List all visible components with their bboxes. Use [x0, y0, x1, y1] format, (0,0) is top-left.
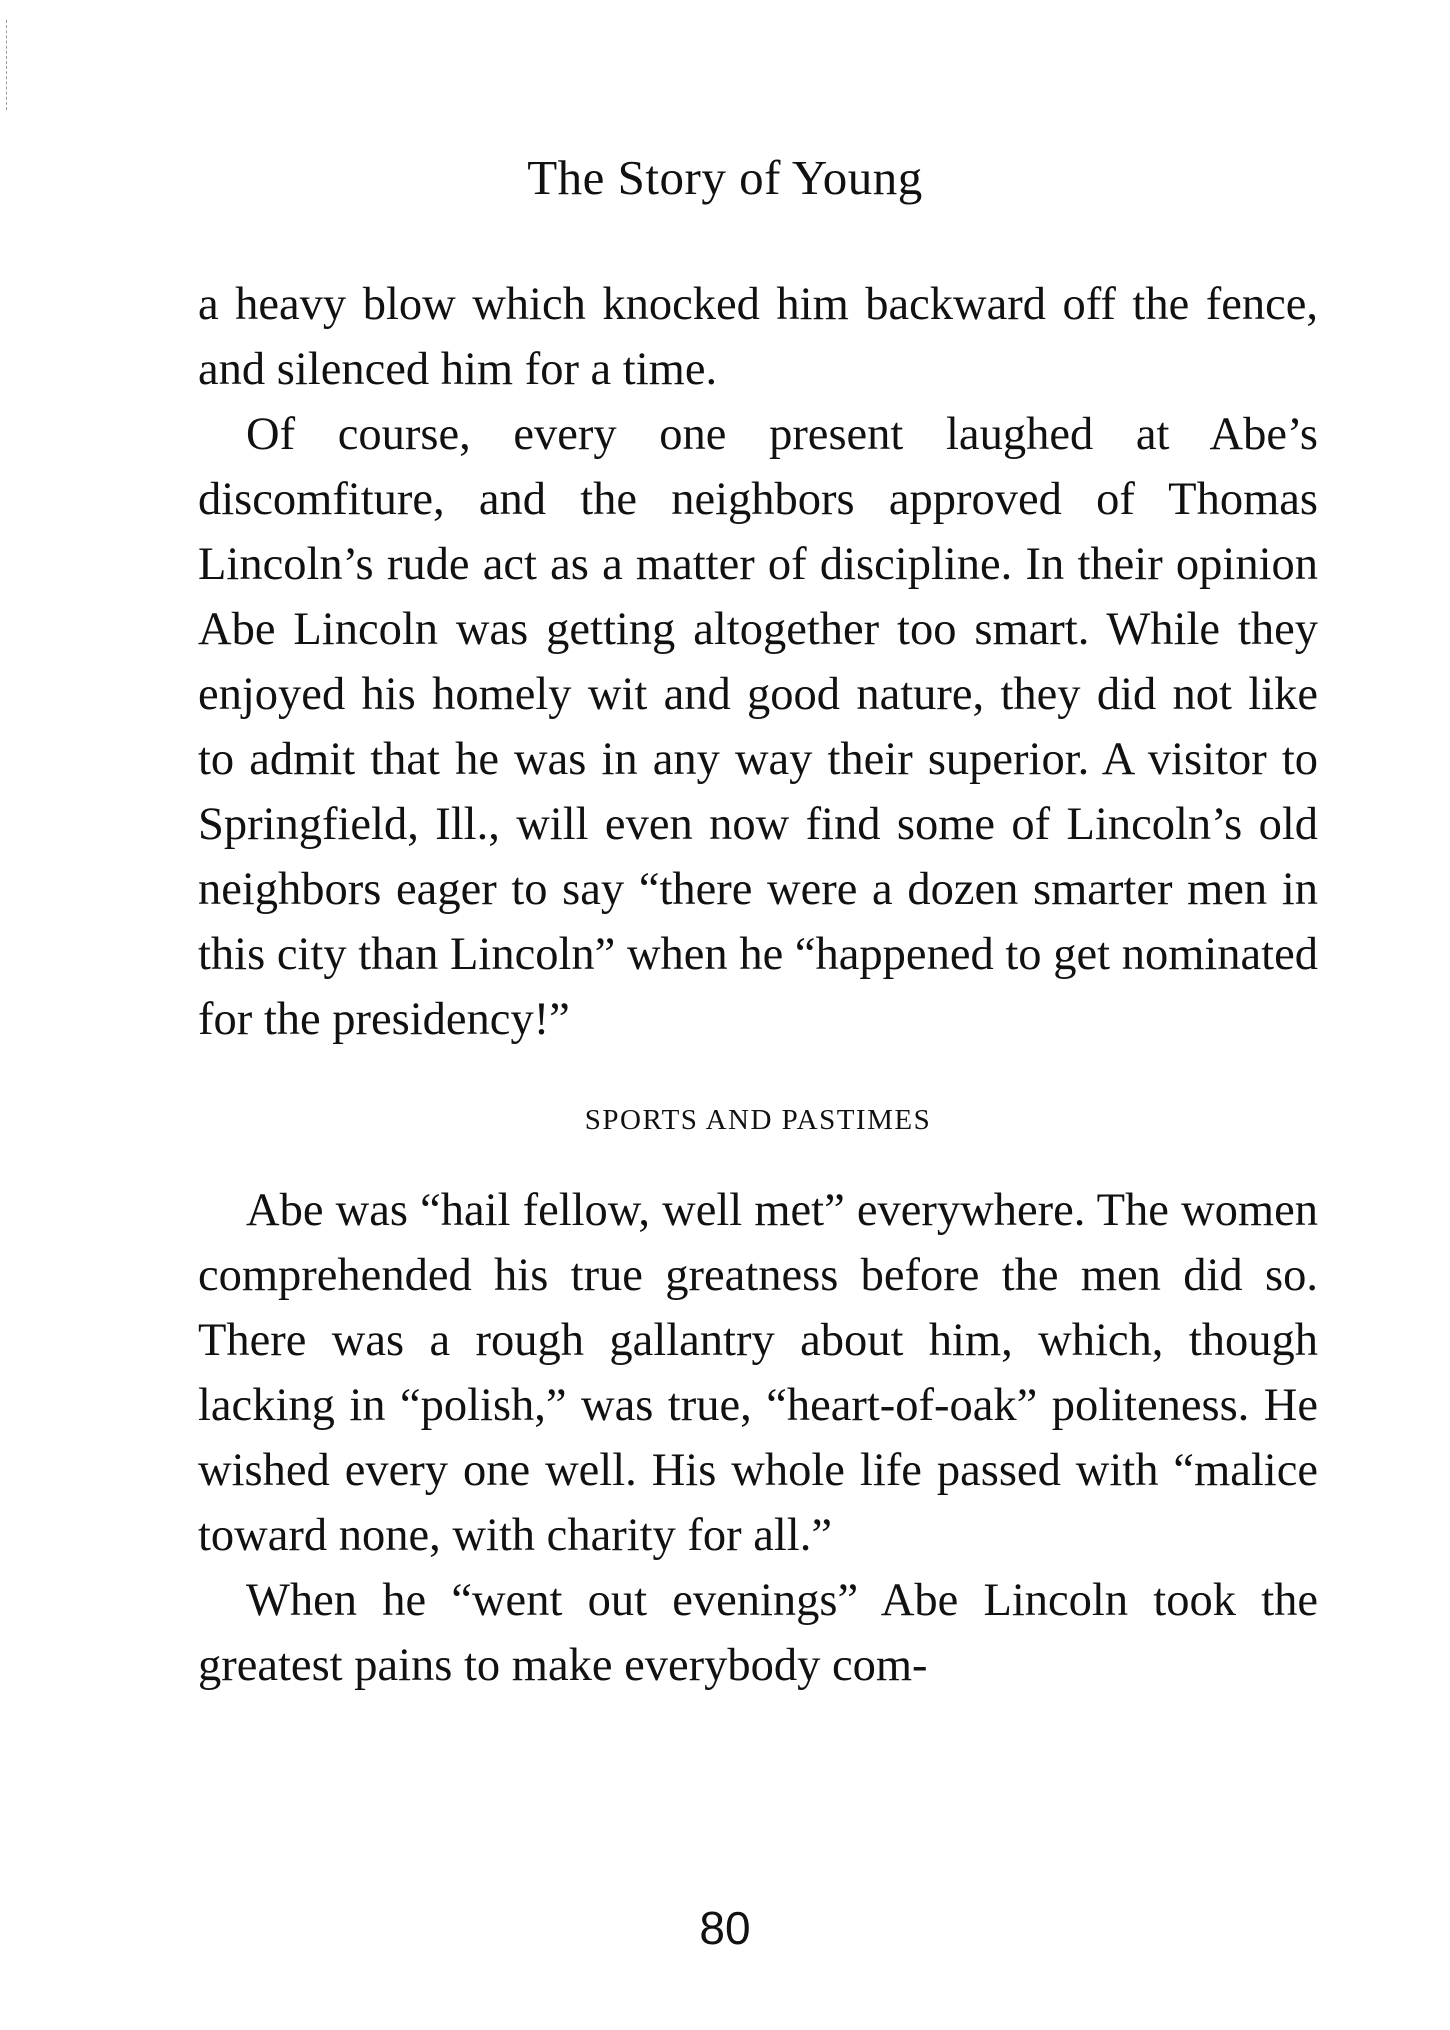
- running-head: The Story of Young: [527, 150, 923, 205]
- page-number: 80: [699, 1902, 751, 1954]
- paragraph: Abe was “hail fellow, well met” everywhere. The women comprehended his true greatness before the men did so. There was a rough gallantry about him, which, though lacking in “polish,” was true, “heart-of-oak” politeness. He wished every one well. His whole life passed with “malice toward none, with charity for all.”: [198, 1185, 1318, 1561]
- scan-edge-mark: [6, 20, 8, 110]
- paragraph: Of course, every one present laughed at Abe’s discomfiture, and the neighbors approved of Thomas Lincoln’s rude act as a matter of discipline. In their opinion Abe Lincoln was getting altogether too smart. While they enjoyed his homely wit and good nature, they did not like to admit that he was in any way their superior. A visitor to Springfield, Ill., will even now find some of Lincoln’s old neighbors eager to say “there were a dozen smarter men in this city than Lincoln” when he “happened to get nominated for the presidency!”: [198, 409, 1318, 1045]
- section-heading: SPORTS AND PASTIMES: [584, 1104, 932, 1136]
- body-text: [198, 272, 1318, 1698]
- paragraph: When he “went out evenings” Abe Lincoln took the greatest pains to make everybody com-: [198, 1575, 1318, 1691]
- paragraph: a heavy blow which knocked him backward off the fence, and silenced him for a time.: [198, 279, 1318, 395]
